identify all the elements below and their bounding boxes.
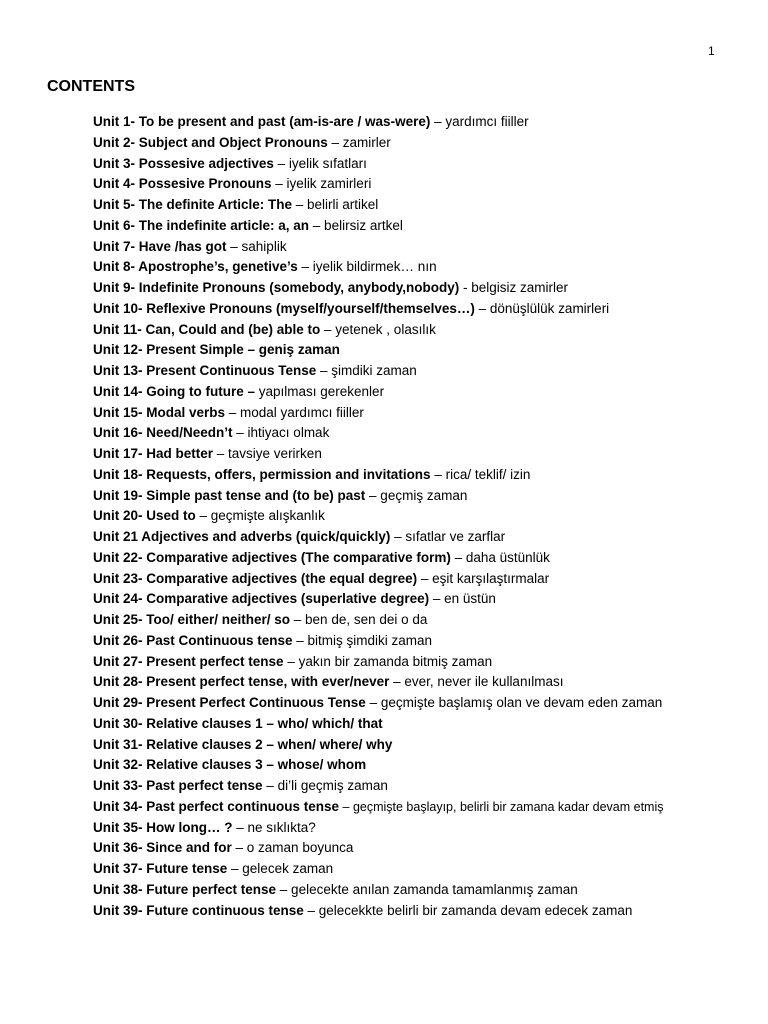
toc-entry-title: Unit 14- Going to future – [93, 383, 255, 399]
toc-entry [93, 735, 753, 756]
toc-entry-title: Unit 37- Future tense [93, 861, 228, 876]
toc-entry-description: – sıfatlar ve zarflar [390, 529, 506, 544]
toc-entry-description: – belirli artikel [292, 197, 379, 212]
toc-entry-title: Unit 39- Future continuous tense [93, 902, 304, 918]
toc-entry-description: – ben de, sen dei o da [290, 612, 428, 627]
toc-entry [93, 693, 753, 714]
toc-entry [93, 486, 753, 507]
toc-entry-title: Unit 15- Modal verbs [93, 404, 226, 420]
toc-entry-title: Unit 7- Have /has got [93, 238, 227, 254]
toc-entry [93, 610, 753, 631]
page-title: CONTENTS [47, 78, 135, 95]
toc-entry-title: Unit 10- Reflexive Pronouns (myself/yourself/themselves…) [93, 300, 475, 316]
toc-entry-title: Unit 34- Past perfect continuous tense [93, 798, 340, 814]
toc-entry-title: Unit 18- Requests, offers, permission and invitations [93, 466, 431, 482]
toc-entry [93, 880, 753, 901]
toc-entry [93, 154, 753, 175]
toc-entry-title: Unit 12- Present Simple – geniş zaman [93, 342, 340, 358]
toc-entry [93, 506, 753, 527]
toc-entry-description: – en üstün [429, 591, 496, 607]
toc-entry-title: Unit 6- The indefinite article: a, an [93, 217, 310, 233]
toc-entry-description: – o zaman boyunca [231, 840, 354, 856]
toc-entry-title: Unit 26- Past Continuous tense [93, 632, 293, 648]
toc-entry-title: Unit 29- Present Perfect Continuous Tense [93, 695, 366, 710]
toc-entry-title: Unit 1- To be present and past (am-is-are / was-were) [93, 114, 431, 129]
toc-entry-title: Unit 13- Present Continuous Tense [93, 363, 317, 378]
toc-entry-description: – şimdiki zaman [316, 363, 417, 378]
toc-entry-description: – gelecekkte belirli bir zamanda devam edecek zaman [303, 902, 633, 918]
toc-entry-title: Unit 17- Had better [93, 446, 214, 461]
toc-entry [93, 818, 753, 839]
toc-entry-title: Unit 11- Can, Could and (be) able to [93, 321, 321, 337]
toc-entry [93, 340, 753, 361]
toc-entry-description: – geçmişte alışkanlık [195, 508, 325, 524]
toc-entry-description: – iyelik bildirmek… nın [297, 259, 437, 275]
toc-entry [93, 755, 753, 776]
toc-entry-title: Unit 4- Possesive Pronouns [93, 176, 272, 192]
toc-entry-description: – geçmiş zaman [365, 487, 468, 503]
toc-entry-title: Unit 35- How long… ? [93, 819, 233, 835]
toc-entry [93, 527, 753, 548]
toc-entry [93, 776, 753, 797]
toc-entry-description: – ne sıklıkta? [232, 819, 316, 835]
toc-entry-description: – geçmişte başlamış olan ve devam eden zaman [365, 695, 663, 710]
toc-entry [93, 320, 753, 341]
page-number: 1 [708, 44, 715, 58]
toc-entry-title: Unit 9- Indefinite Pronouns (somebody, anybody,nobody) [93, 280, 460, 295]
toc-entry-title: Unit 16- Need/Needn’t [93, 425, 233, 441]
toc-entry [93, 859, 753, 880]
toc-entry [93, 569, 753, 590]
toc-entry-description: - belgisiz zamirler [459, 280, 569, 295]
toc-entry-title: Unit 25- Too/ either/ neither/ so [93, 612, 291, 627]
toc-entry-description: – ihtiyacı olmak [232, 425, 330, 441]
toc-entry [93, 174, 753, 195]
toc-entry-description: – bitmiş şimdiki zaman [292, 632, 433, 648]
toc-entry-description: – tavsiye verirken [213, 446, 322, 461]
toc-entry-title: Unit 32- Relative clauses 3 – whose/ whom [93, 757, 367, 773]
toc-entry [93, 589, 753, 610]
toc-entry [93, 652, 753, 673]
toc-entry-title: Unit 36- Since and for [93, 840, 232, 856]
toc-entry [93, 548, 753, 569]
toc-entry [93, 112, 753, 133]
toc-entry-description: – yetenek , olasılık [320, 321, 436, 337]
toc-entry [93, 382, 753, 403]
toc-entry-title: Unit 3- Possesive adjectives [93, 155, 274, 171]
toc-entry-description: – gelecek zaman [227, 861, 334, 876]
toc-entry [93, 278, 753, 299]
toc-entry-title: Unit 33- Past perfect tense [93, 778, 263, 793]
toc-entry [93, 299, 753, 320]
toc-entry-title: Unit 19- Simple past tense and (to be) past [93, 487, 366, 503]
toc-entry-title: Unit 22- Comparative adjectives (The comparative form) [93, 549, 451, 565]
toc-entry-description: – modal yardımcı fiiller [225, 404, 364, 420]
toc-entry-description: – gelecekte anılan zamanda tamamlanmış zaman [276, 881, 578, 897]
toc-entry-title: Unit 23- Comparative adjectives (the equal degree) [93, 570, 418, 586]
toc-entry-title: Unit 5- The definite Article: The [93, 197, 293, 212]
toc-entry-description: – belirsiz artkel [309, 217, 403, 233]
toc-entry [93, 672, 753, 693]
toc-entry [93, 361, 753, 382]
toc-entry-title: Unit 24- Comparative adjectives (superlative degree) [93, 591, 430, 607]
toc-entry [93, 631, 753, 652]
toc-entry [93, 423, 753, 444]
toc-entry-description: – yardımcı fiiller [430, 114, 529, 129]
toc-entry [93, 838, 753, 859]
toc-entry-description: – geçmişte başlayıp, belirli bir zamana kadar devam etmiş [339, 799, 664, 814]
toc-entry-title: Unit 38- Future perfect tense [93, 881, 277, 897]
toc-entry [93, 797, 753, 818]
toc-entry-description: – iyelik zamirleri [271, 176, 372, 192]
toc-entry-title: Unit 20- Used to [93, 508, 196, 524]
toc-entry [93, 237, 753, 258]
toc-entry [93, 714, 753, 735]
table-of-contents [93, 112, 753, 921]
toc-entry-title: Unit 27- Present perfect tense [93, 653, 284, 669]
toc-entry-description: yapılması gerekenler [255, 383, 385, 399]
toc-entry-description: – di’li geçmiş zaman [262, 778, 388, 793]
toc-entry-description: – daha üstünlük [450, 549, 550, 565]
toc-entry [93, 133, 753, 154]
toc-entry-title: Unit 2- Subject and Object Pronouns [93, 134, 328, 150]
toc-entry [93, 257, 753, 278]
toc-entry-title: Unit 30- Relative clauses 1 – who/ which/ that [93, 715, 383, 731]
toc-entry-title: Unit 31- Relative clauses 2 – when/ where/ why [93, 736, 393, 752]
toc-entry-description: – eşit karşılaştırmalar [417, 570, 550, 586]
toc-entry-description: – dönüşlülük zamirleri [474, 300, 610, 316]
toc-entry [93, 195, 753, 216]
toc-entry-title: Unit 21 Adjectives and adverbs (quick/quickly) [93, 529, 391, 544]
toc-entry-title: Unit 8- Apostrophe’s, genetive’s [93, 259, 298, 275]
toc-entry-description: – rica/ teklif/ izin [430, 466, 531, 482]
toc-entry-description: – ever, never ile kullanılması [389, 674, 564, 690]
toc-entry-description: – zamirler [327, 134, 391, 150]
toc-entry [93, 901, 753, 922]
toc-entry-description: – yakın bir zamanda bitmiş zaman [283, 653, 493, 669]
toc-entry [93, 465, 753, 486]
toc-entry [93, 403, 753, 424]
toc-entry [93, 216, 753, 237]
toc-entry-description: – iyelik sıfatları [273, 155, 367, 171]
toc-entry [93, 444, 753, 465]
toc-entry-description: – sahiplik [226, 238, 287, 254]
toc-entry-title: Unit 28- Present perfect tense, with ever/never [93, 674, 390, 690]
